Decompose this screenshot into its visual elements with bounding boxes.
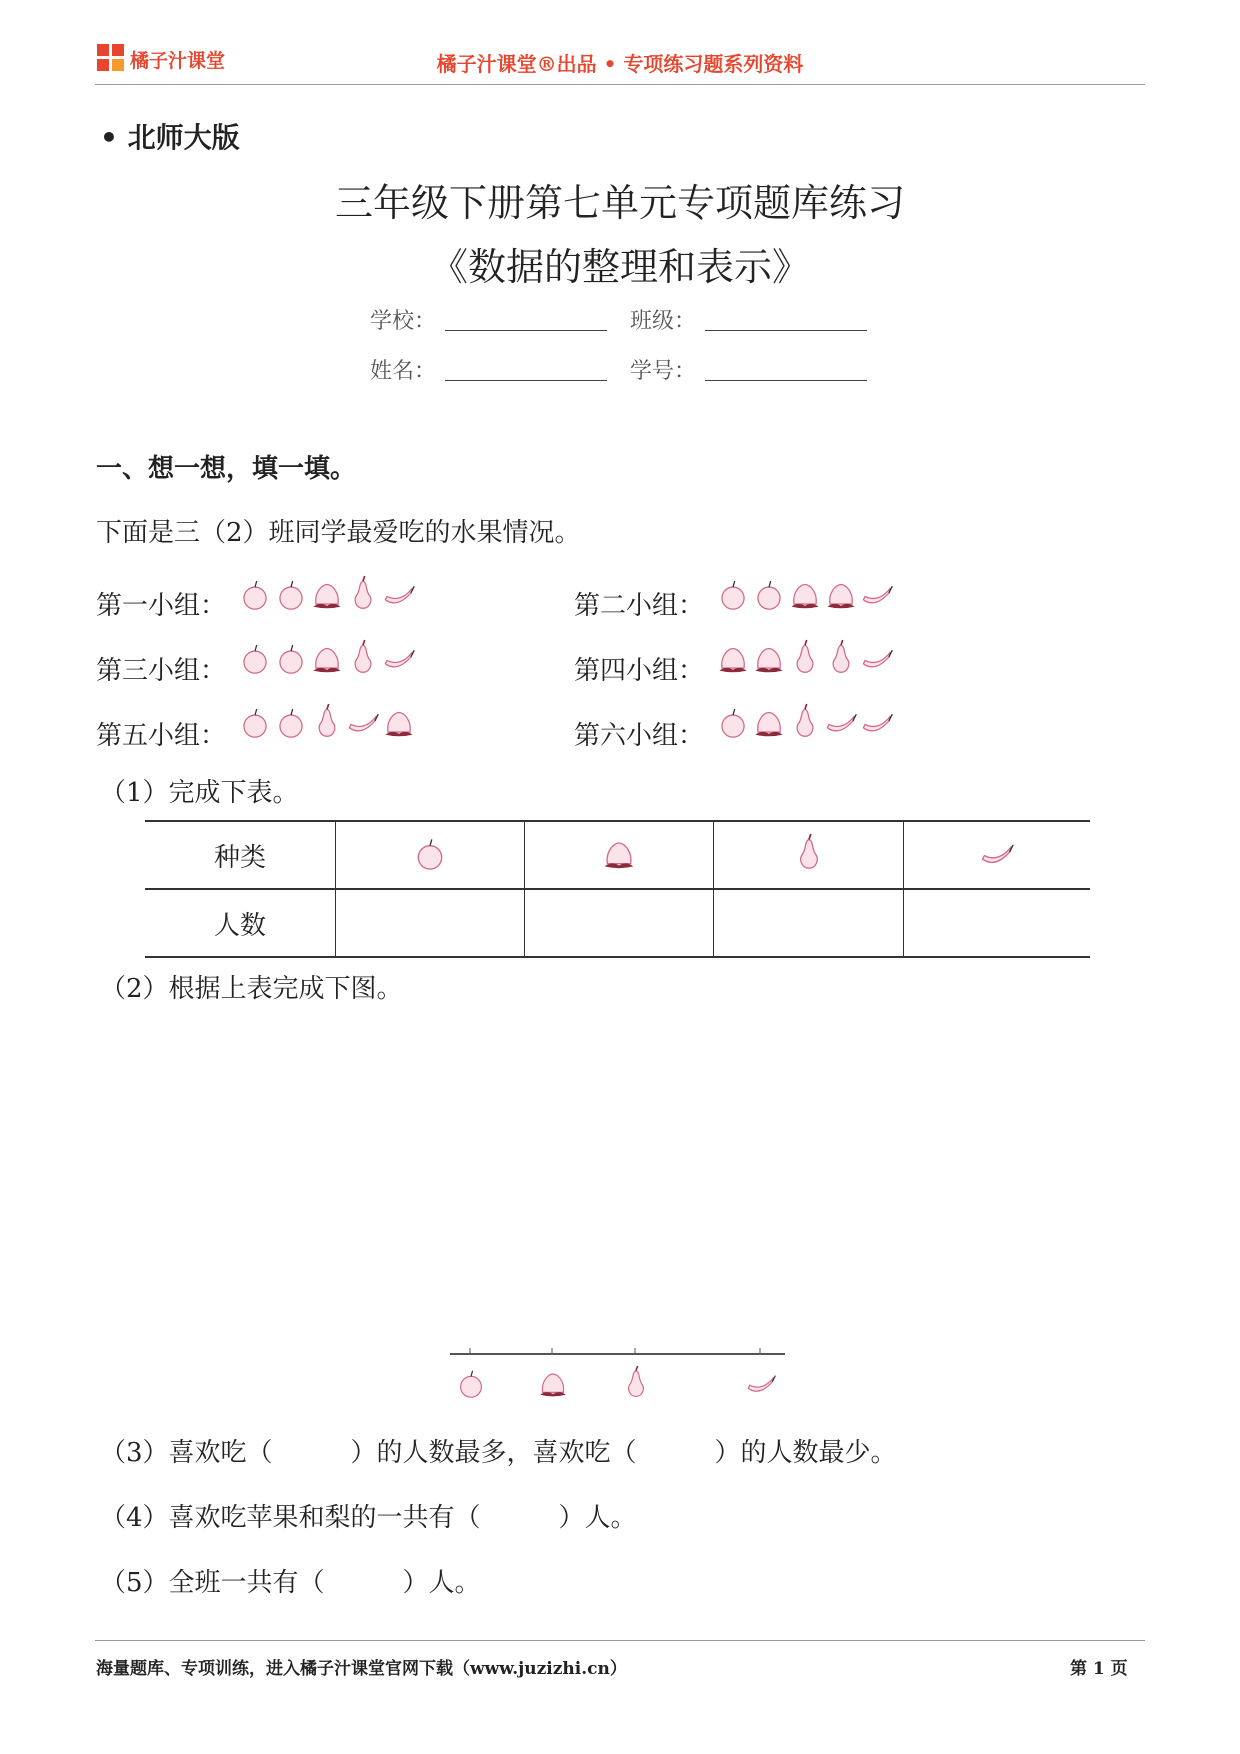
blank-chart-axis[interactable] [440,1340,800,1420]
count-input-cell[interactable] [714,889,903,957]
banana-icon [382,572,416,614]
peach-icon [752,636,786,678]
table-header-cell [336,821,525,889]
peach-icon [752,700,786,742]
title-line-2: 《数据的整理和表示》 [429,245,810,289]
pear-icon [346,572,380,614]
row-label-count: 人数 [145,889,336,957]
question-3: （3）喜欢吃（ ）的人数最多，喜欢吃（ ）的人数最少。 [100,1438,897,1468]
apple-icon [274,572,308,614]
question-5: （5）全班一共有（ ）人。 [100,1568,481,1598]
apple-icon [412,831,448,873]
apple-icon [716,572,750,614]
table-header-cell [903,821,1090,889]
brand-name: 橘子汁课堂 [130,50,226,72]
banana-icon [860,636,894,678]
title-line-1: 三年级下册第七单元专项题库练习 [334,181,905,225]
peach-icon [382,700,416,742]
apple-icon [238,700,272,742]
group-fruits [716,570,894,614]
group-label: 第二小组： [574,591,705,621]
group-label: 第四小组： [574,656,705,686]
group-fruits [716,698,894,742]
count-input-cell[interactable] [903,889,1090,957]
banana-icon [346,700,380,742]
count-input-cell[interactable] [525,889,714,957]
group-label: 第五小组： [96,721,227,751]
header-title: 橘子汁课堂®出品 • 专项练习题系列资料 [436,52,804,76]
footer-divider [95,1640,1145,1641]
apple-icon [752,572,786,614]
peach-icon [788,572,822,614]
row-label-kind: 种类 [145,821,336,889]
banana-icon [860,700,894,742]
footer-text: 海量题库、专项训练，进入橘子汁课堂官网下载（www.juzizhi.cn） [96,1659,627,1679]
count-input-cell[interactable] [336,889,525,957]
table-header-cell [525,821,714,889]
peach-icon [540,1374,566,1396]
name-label: 姓名： [370,359,437,384]
group-fruits [716,634,894,678]
peach-icon [601,831,637,873]
table-header-cell [714,821,903,889]
header-divider [95,84,1145,85]
question-2: （2）根据上表完成下图。 [100,974,403,1004]
peach-icon [716,636,750,678]
apple-icon [238,572,272,614]
apple-icon [238,636,272,678]
group-fruits [238,570,416,614]
apple-icon [716,700,750,742]
group-label: 第三小组： [96,656,227,686]
edition-label: • 北师大版 [100,121,240,154]
intro-text: 下面是三（2）班同学最爱吃的水果情况。 [96,518,581,548]
group-label: 第六小组： [574,721,705,751]
apple-icon [274,636,308,678]
number-field[interactable] [705,380,867,381]
group-fruits [238,634,416,678]
class-label: 班级： [630,309,697,334]
group-label: 第一小组： [96,591,227,621]
group-fruits [238,698,416,742]
banana-icon [748,1376,775,1392]
pear-icon [791,831,827,873]
banana-icon [382,636,416,678]
pear-icon [629,1366,644,1396]
page-number: 第 1 页 [1070,1659,1128,1679]
banana-icon [979,831,1015,873]
school-label: 学校： [370,309,437,334]
pear-icon [310,700,344,742]
question-4: （4）喜欢吃苹果和梨的一共有（ ）人。 [100,1503,637,1533]
pear-icon [788,700,822,742]
peach-icon [310,636,344,678]
section-1-title: 一、想一想，填一填。 [96,454,357,484]
banana-icon [824,700,858,742]
class-field[interactable] [705,330,867,331]
apple-icon [461,1371,482,1397]
number-label: 学号： [630,359,697,384]
question-1: （1）完成下表。 [100,778,299,808]
school-field[interactable] [445,330,607,331]
pear-icon [824,636,858,678]
peach-icon [824,572,858,614]
peach-icon [310,572,344,614]
apple-icon [274,700,308,742]
name-field[interactable] [445,380,607,381]
fruit-count-table [145,820,1090,958]
pear-icon [346,636,380,678]
pear-icon [788,636,822,678]
banana-icon [860,572,894,614]
